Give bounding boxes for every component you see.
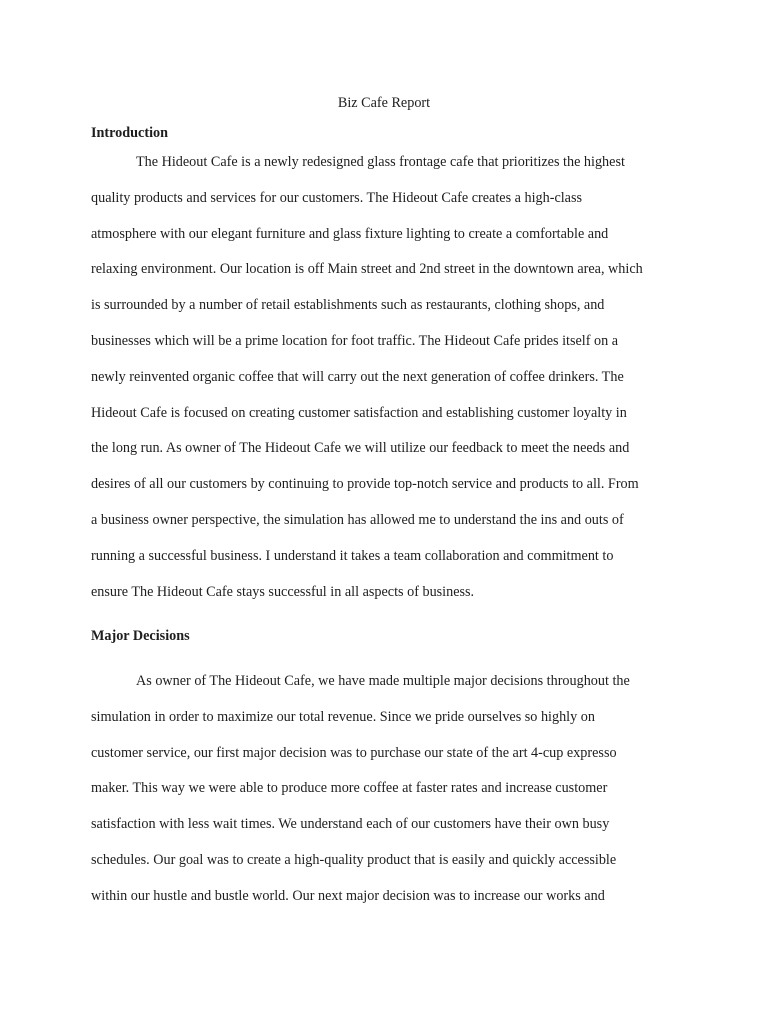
body-line: schedules. Our goal was to create a high-quality product that is easily and quickly accessible (91, 851, 617, 868)
section-heading-introduction: Introduction (91, 125, 168, 141)
body-line: desires of all our customers by continuing to provide top-notch service and products to all. From (91, 476, 639, 493)
body-line: ensure The Hideout Cafe stays successful in all aspects of business. (91, 583, 475, 600)
section-heading-major-decisions: Major Decisions (91, 628, 190, 644)
section-body-major-decisions (91, 664, 630, 915)
body-line: running a successful business. I understand it takes a team collaboration and commitment to (91, 547, 614, 564)
body-line: Hideout Cafe is focused on creating customer satisfaction and establishing customer loyalty in (91, 404, 627, 421)
body-line: relaxing environment. Our location is off Main street and 2nd street in the downtown area, which (91, 261, 643, 278)
body-line: quality products and services for our customers. The Hideout Cafe creates a high-class (91, 189, 583, 206)
body-line: within our hustle and bustle world. Our next major decision was to increase our works and (91, 887, 605, 904)
document-title: Biz Cafe Report (337, 95, 431, 111)
body-line: businesses which will be a prime location for foot traffic. The Hideout Cafe prides itself on a (91, 332, 619, 349)
body-line: maker. This way we were able to produce more coffee at faster rates and increase customer (91, 780, 608, 797)
body-line: simulation in order to maximize our total revenue. Since we pride ourselves so highly on (91, 708, 595, 725)
body-line: As owner of The Hideout Cafe, we have made multiple major decisions throughout the (136, 673, 630, 689)
body-line: newly reinvented organic coffee that will carry out the next generation of coffee drinkers. The (91, 368, 624, 385)
section-body-introduction (91, 145, 643, 610)
body-line: the long run. As owner of The Hideout Cafe we will utilize our feedback to meet the needs and (91, 440, 630, 457)
body-line: satisfaction with less wait times. We understand each of our customers have their own busy (91, 816, 610, 833)
body-line: atmosphere with our elegant furniture and glass fixture lighting to create a comfortable and (91, 225, 609, 242)
body-line: customer service, our first major decision was to purchase our state of the art 4-cup expresso (91, 744, 617, 761)
body-line: is surrounded by a number of retail establishments such as restaurants, clothing shops, and (91, 297, 605, 314)
body-line: The Hideout Cafe is a newly redesigned glass frontage cafe that prioritizes the highest (136, 154, 625, 170)
body-line: a business owner perspective, the simulation has allowed me to understand the ins and outs of (91, 511, 624, 528)
